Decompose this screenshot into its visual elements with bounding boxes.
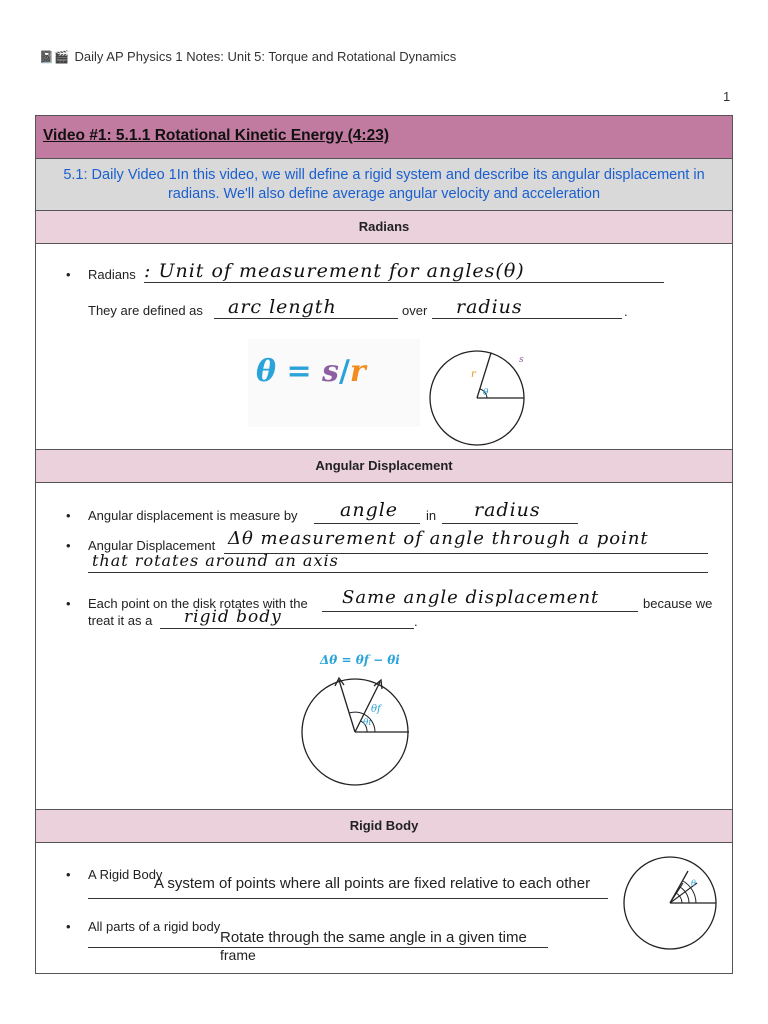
all-parts-answer-line2: frame — [220, 947, 256, 963]
denominator-blank[interactable] — [432, 318, 622, 319]
rigid-body-circle-diagram — [621, 853, 721, 957]
notebook-icon: 📓🎬 — [39, 50, 69, 64]
numerator-answer: arc length — [228, 296, 337, 318]
page-number: 1 — [723, 89, 731, 104]
measure-bullet: • Angular displacement is measure by — [66, 508, 298, 523]
radians-definition-answer: : Unit of measurement for angles(θ) — [144, 260, 525, 282]
all-parts-answer-line1: Rotate through the same angle in a given time — [220, 929, 527, 946]
angular-displacement-section: • Angular displacement is measure by angle in radius • Angular Displacement Δθ measurement of angle through a point that rotates around an axis • Each point on the disk rotates with the Same angle displacement because we treat it as a rigid body . Δθ = θf − θi θf θi — [36, 482, 732, 809]
arc-label: s — [519, 355, 524, 365]
defined-as-text: They are defined as — [88, 303, 203, 318]
over-text: over — [402, 303, 428, 318]
rigid-blank[interactable] — [160, 628, 414, 629]
unit-blank[interactable] — [442, 523, 578, 524]
video-description-row — [36, 158, 732, 210]
rigid-body-blank[interactable] — [88, 898, 608, 899]
theta-f-label: θf — [371, 704, 381, 715]
measure-answer: angle — [340, 499, 399, 521]
radius-label: r — [471, 369, 476, 380]
rigid-body-heading: Rigid Body — [36, 809, 732, 842]
theta-i-label: θi — [363, 718, 372, 728]
document-header — [39, 49, 456, 64]
rigid-body-bullet: • A Rigid Body — [66, 867, 163, 882]
definition-answer-line2: that rotates around an axis — [92, 551, 339, 570]
rigid-theta-label: θ — [691, 879, 696, 888]
radian-circle-diagram — [421, 339, 541, 449]
displacement-equation: Δθ = θf − θi — [320, 653, 400, 667]
radian-formula: θ = s/r — [256, 354, 366, 389]
definition-blank-line2[interactable] — [88, 572, 708, 573]
rigid-body-answer: A system of points where all points are fixed relative to each other — [154, 875, 591, 892]
unit-answer: radius — [474, 499, 541, 521]
all-parts-bullet: • All parts of a rigid body — [66, 919, 221, 934]
video-title[interactable]: Video #1: 5.1.1 Rotational Kinetic Energy (4:23) — [43, 127, 389, 144]
video-title-row — [36, 116, 732, 158]
each-point-bullet: • Each point on the disk rotates with the — [66, 596, 308, 611]
angular-displacement-bullet: • Angular Displacement — [66, 538, 216, 553]
rigid-answer: rigid body — [184, 607, 282, 627]
treat-text: treat it as a — [88, 613, 153, 628]
radians-section: • Radians : Unit of measurement for angles(θ) They are defined as arc length over radius . θ = s/r r s θ — [36, 243, 732, 449]
angular-displacement-heading: Angular Displacement — [36, 449, 732, 482]
notes-table — [35, 115, 733, 974]
radians-definition-blank[interactable] — [144, 282, 664, 283]
document-title: Daily AP Physics 1 Notes: Unit 5: Torque and Rotational Dynamics — [74, 49, 457, 64]
displacement-circle-diagram — [299, 672, 419, 792]
numerator-blank[interactable] — [214, 318, 398, 319]
radians-bullet: • Radians — [66, 267, 136, 282]
all-parts-blank[interactable] — [88, 947, 548, 948]
definition-answer-line1: Δθ measurement of angle through a point — [228, 528, 649, 549]
theta-label: θ — [483, 388, 489, 398]
rigid-body-section — [36, 842, 732, 973]
video-description-link[interactable]: 5.1: Daily Video 1In this video, we will define a rigid system and describe its angular displacement in radians. We'll also define average angular velocity and acceleration — [63, 167, 705, 202]
radians-label: Radians — [88, 267, 136, 282]
radians-heading: Radians — [36, 210, 732, 243]
denominator-answer: radius — [456, 296, 523, 318]
same-answer: Same angle displacement — [342, 587, 600, 608]
same-blank[interactable] — [322, 611, 638, 612]
measure-blank[interactable] — [314, 523, 420, 524]
